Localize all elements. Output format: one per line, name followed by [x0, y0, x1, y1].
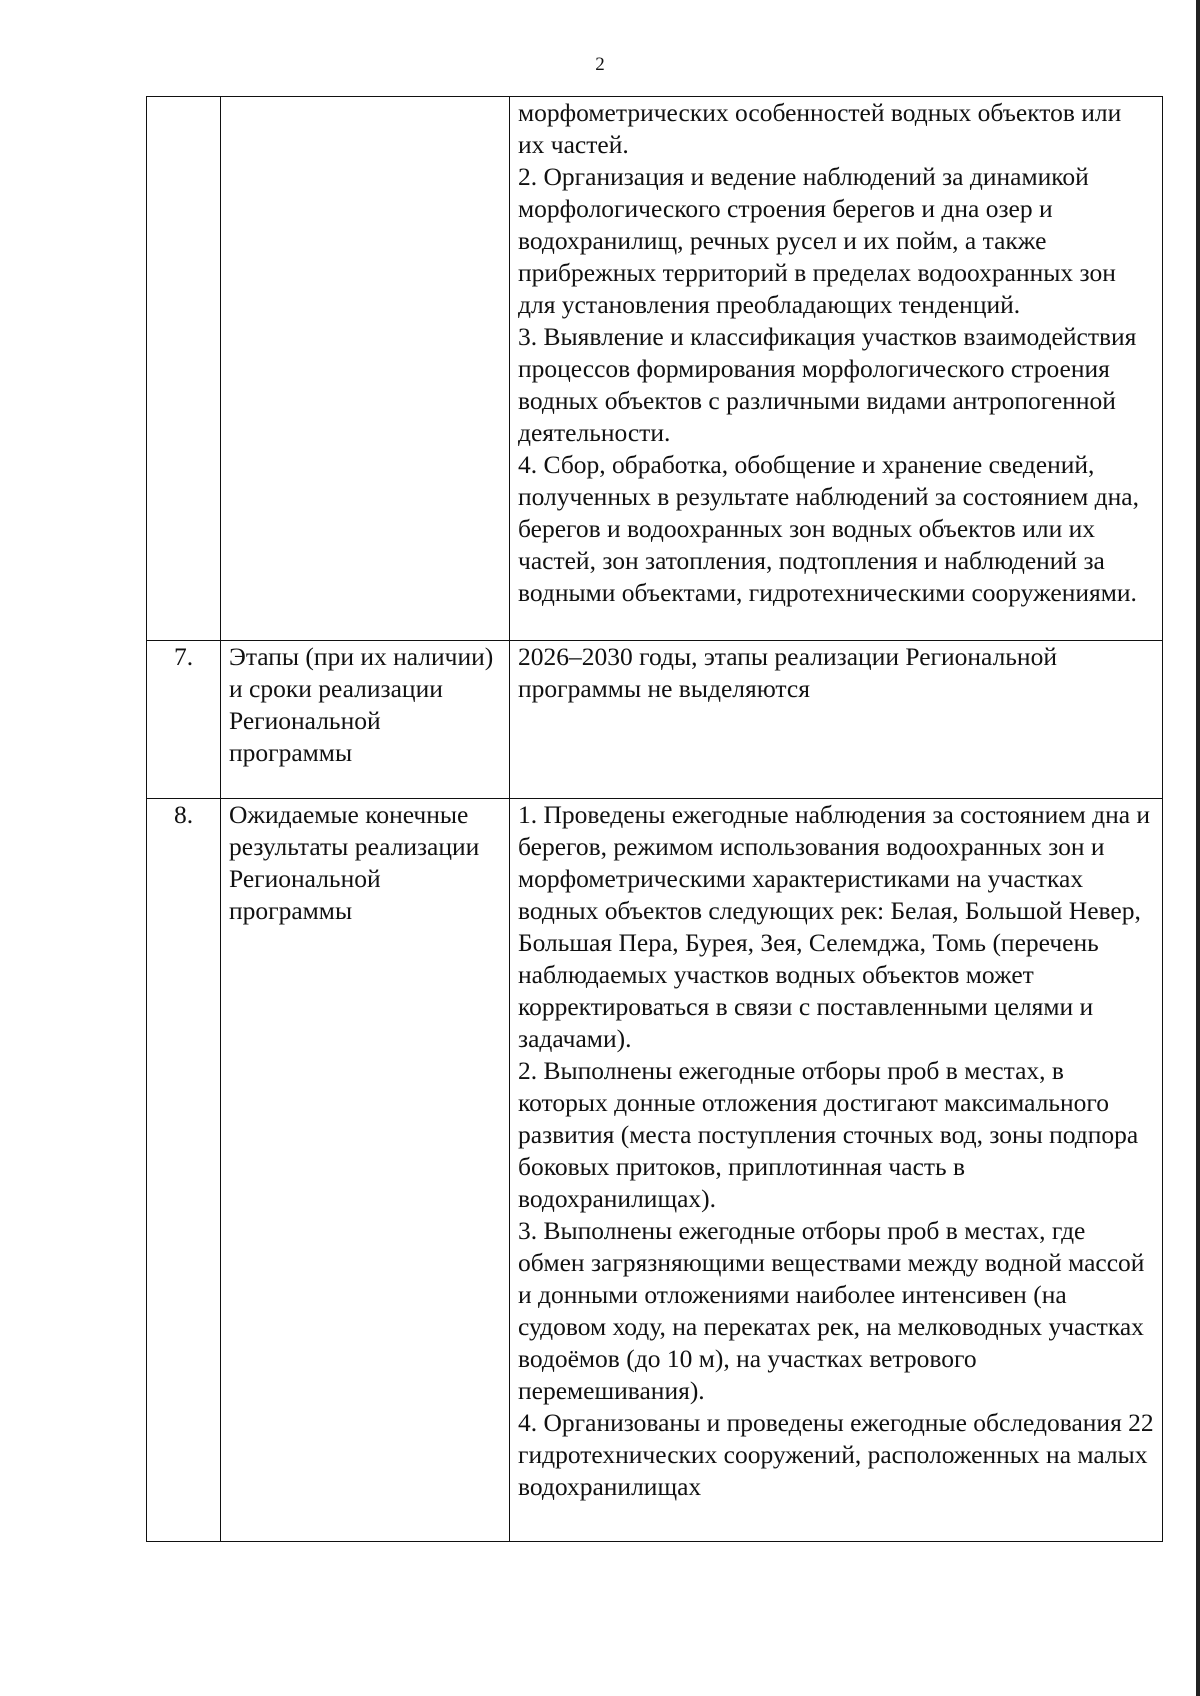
content-paragraph: 3. Выполнены ежегодные отборы проб в местах, где обмен загрязняющими веществами между водной массой и донными отложениями наиболее интенсивен (на судовом ходу, на перекатах рек, на мелководных участках водоёмов (до 10 м), на участках ветрового перемешивания). [518, 1216, 1145, 1405]
row-content-cell [510, 799, 1163, 1542]
row-number-cell: 7. [147, 641, 221, 799]
page-number: 2 [595, 54, 605, 75]
table-row [147, 799, 1163, 1542]
content-paragraph: 1. Проведены ежегодные наблюдения за состоянием дна и берегов, режимом использования водоохранных зон и морфометрическими характеристиками на участках водных объектов следующих рек: Белая, Большой Невер, Большая Пера, Бурея, Зея, Селемджа, Томь (перечень наблюдаемых участков водных объектов может корректироваться в связи с поставленными целями и задачами). [518, 800, 1151, 1053]
content-paragraph: 2. Выполнены ежегодные отборы проб в местах, в которых донные отложения достигают максимального развития (места поступления сточных вод, зоны подпора боковых притоков, приплотинная часть в водохранилищах). [518, 1056, 1139, 1213]
scan-edge-line [1196, 0, 1200, 1696]
content-paragraph: 3. Выявление и классификация участков взаимодействия процессов формирования морфологического строения водных объектов с различными видами антропогенной деятельности. [518, 322, 1137, 447]
program-table [146, 96, 1163, 1542]
row-content-cell [510, 641, 1163, 799]
content-paragraph: морфометрических особенностей водных объектов или их частей. [518, 98, 1122, 159]
table-row [147, 641, 1163, 799]
content-paragraph: 4. Сбор, обработка, обобщение и хранение сведений, полученных в результате наблюдений за состоянием дна, берегов и водоохранных зон водных объектов или их частей, зон затопления, подтопления и наблюдений за водными объектами, гидротехническими сооружениями. [518, 450, 1139, 607]
row-number-cell [147, 97, 221, 641]
table-row [147, 97, 1163, 641]
row-name-cell: Ожидаемые конечные результаты реализации Региональной программы [221, 799, 510, 1542]
row-name-cell [221, 97, 510, 641]
content-paragraph: 2026–2030 годы, этапы реализации Региональной программы не выделяются [518, 642, 1057, 703]
content-paragraph: 2. Организация и ведение наблюдений за динамикой морфологического строения берегов и дна озер и водохранилищ, речных русел и их пойм, а также прибрежных территорий в пределах водоохранных зон для установления преобладающих тенденций. [518, 162, 1116, 319]
row-content-cell [510, 97, 1163, 641]
content-paragraph: 4. Организованы и проведены ежегодные обследования 22 гидротехнических сооружений, расположенных на малых водохранилищах [518, 1408, 1154, 1501]
row-name-cell: Этапы (при их наличии) и сроки реализации Региональной программы [221, 641, 510, 799]
row-number-cell: 8. [147, 799, 221, 1542]
